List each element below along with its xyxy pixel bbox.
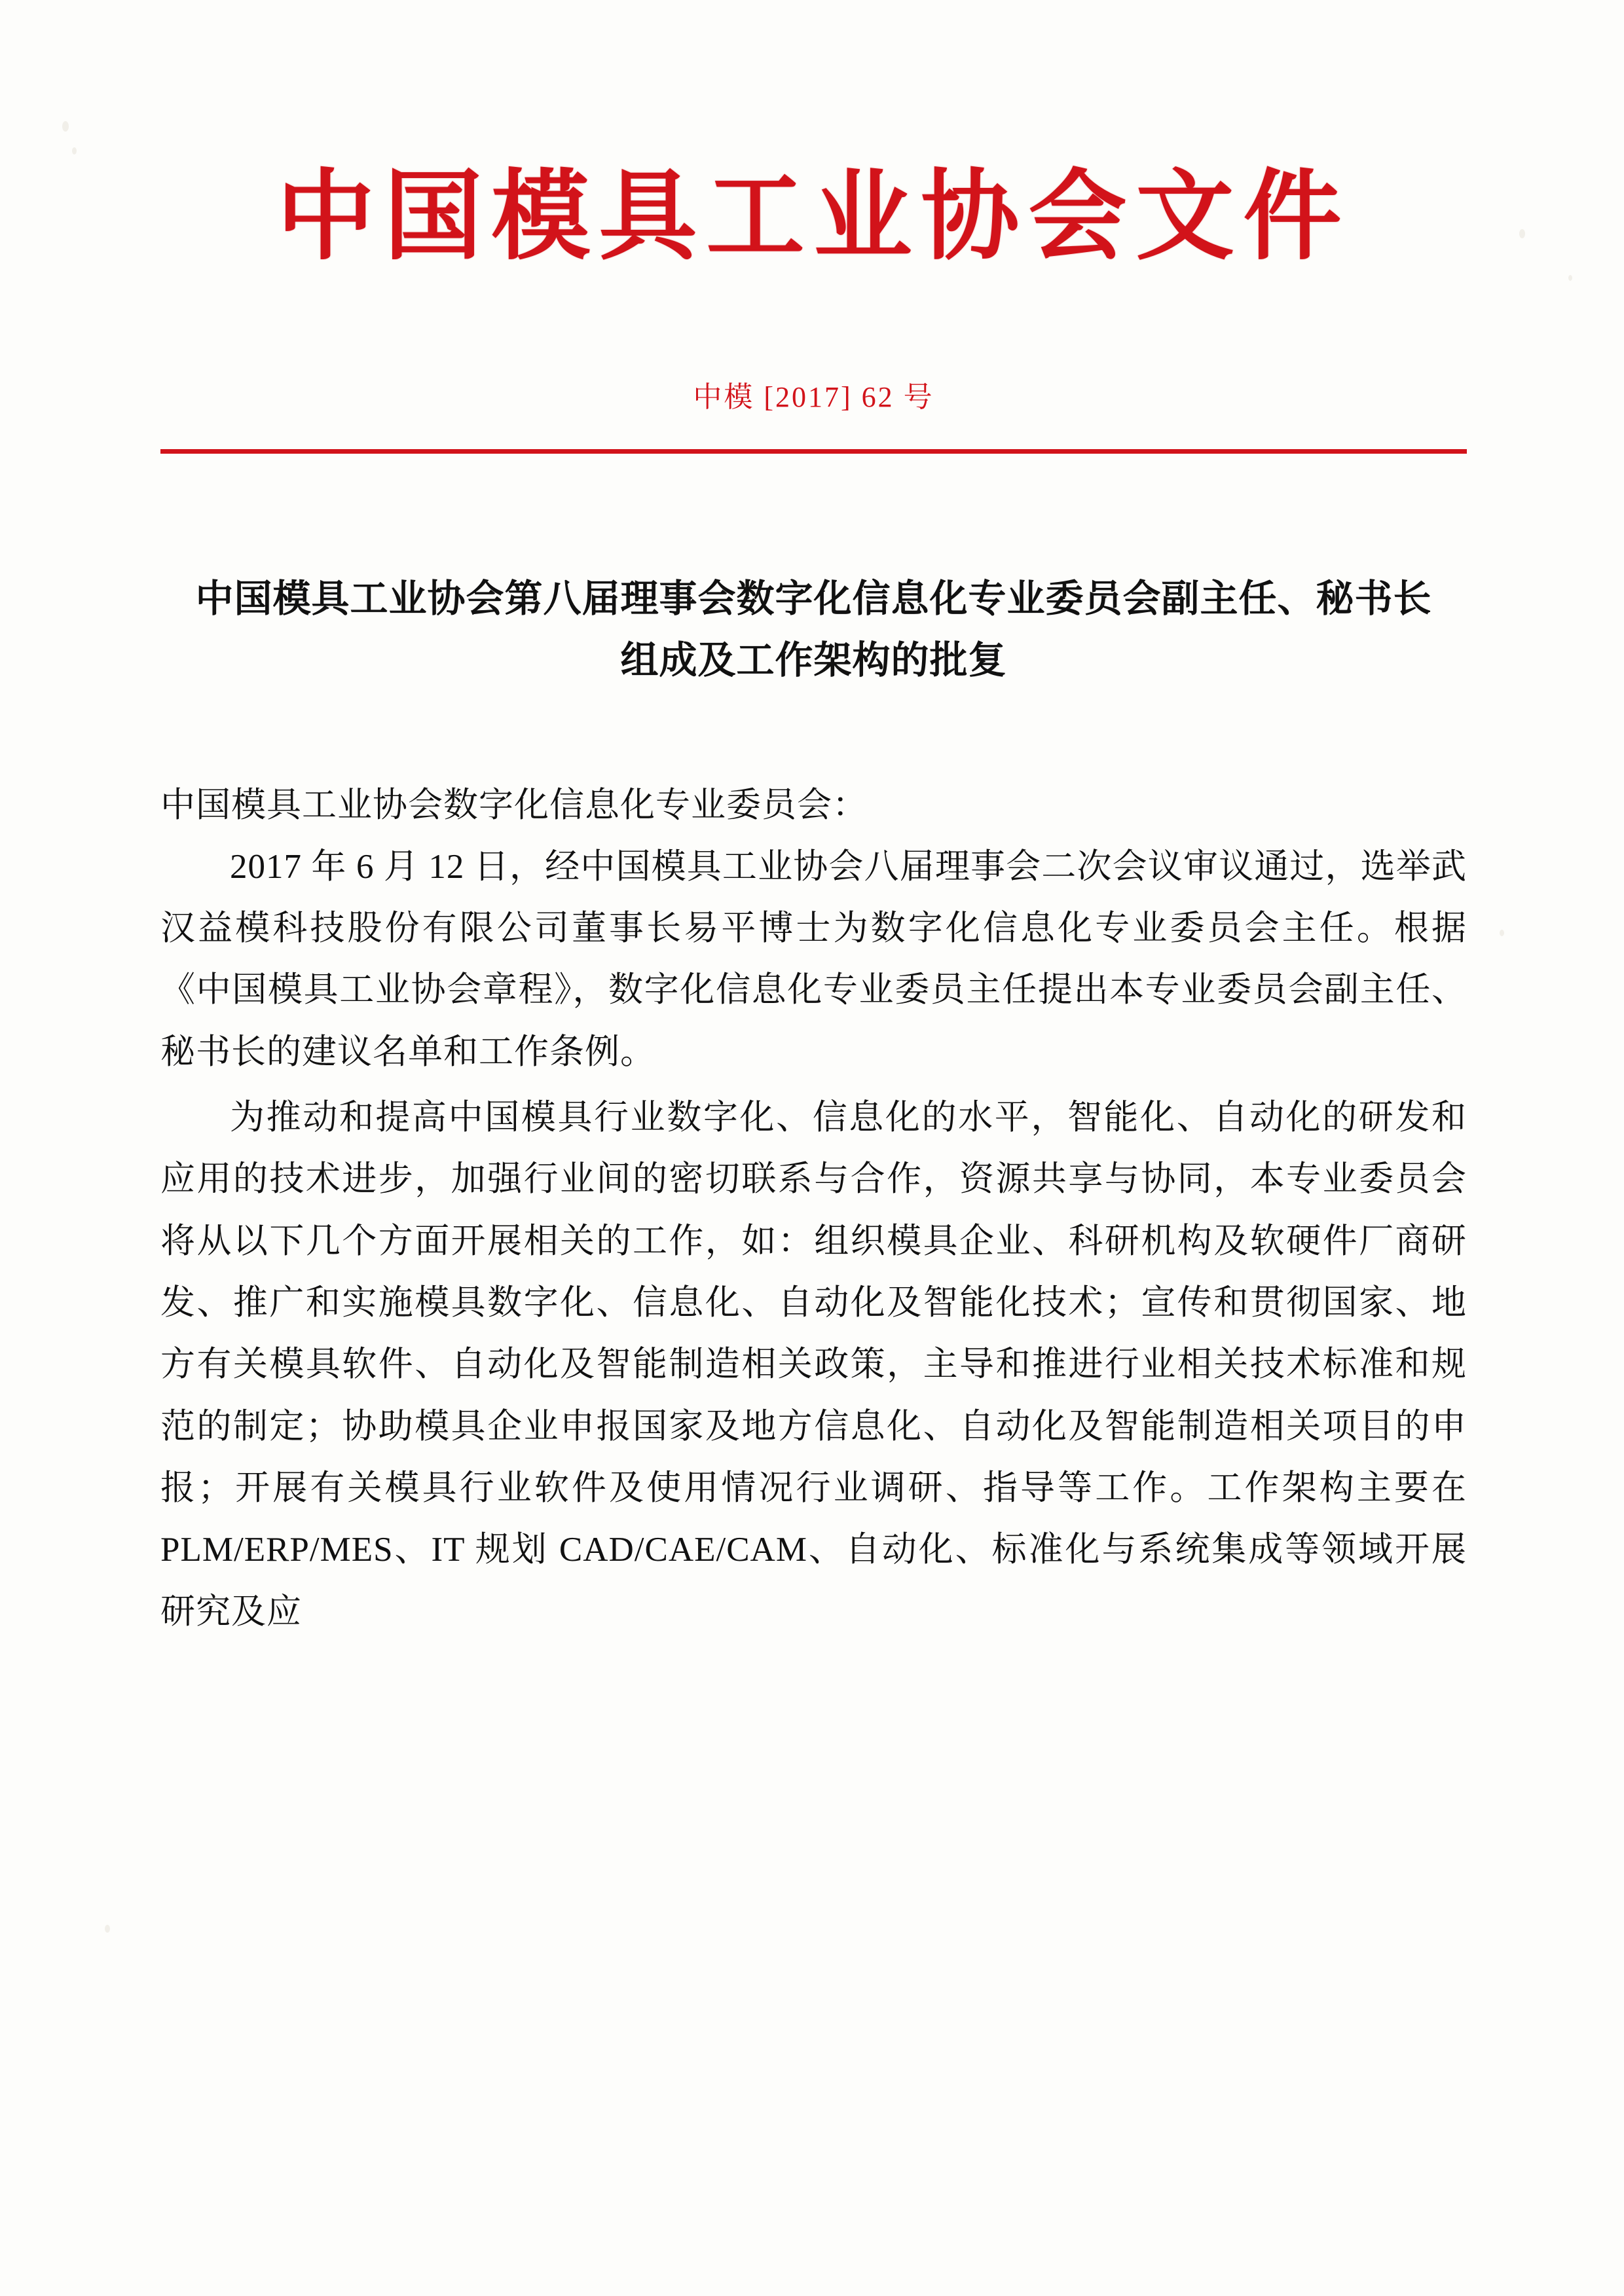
body-paragraph-1: 2017 年 6 月 12 日，经中国模具工业协会八届理事会二次会议审议通过，选举武汉益模科技股份有限公司董事长易平博士为数字化信息化专业委员会主任。根据《中国模具工业协会章程》，数字化信息化专业委员主任提出本专业委员会副主任、秘书长的建议名单和工作条例。	[160, 847, 1467, 1071]
document-number: 中模 [2017] 62 号	[693, 381, 934, 413]
paper-speck	[1568, 275, 1572, 281]
paper-speck	[105, 1925, 110, 1933]
paper-speck	[1500, 930, 1504, 936]
document-subject-title: 中国模具工业协会第八届理事会数字化信息化专业委员会副主任、秘书长组成及工作架构的批复	[195, 577, 1432, 682]
paper-speck	[62, 121, 69, 132]
header-divider-rule	[160, 449, 1467, 454]
body-paragraph-2: 为推动和提高中国模具行业数字化、信息化的水平，智能化、自动化的研发和应用的技术进步，加强行业间的密切联系与合作，资源共享与协同，本专业委员会将从以下几个方面开展相关的工作，如：组织模具企业、科研机构及软硬件厂商研发、推广和实施模具数字化、信息化、自动化及智能化技术；宣传和贯彻国家、地方有关模具软件、自动化及智能制造相关政策，主导和推进行业相关技术标准和规范的制定；协助模具企业申报国家及地方信息化、自动化及智能制造相关项目的申报；开展有关模具行业软件及使用情况行业调研、指导等工作。工作架构主要在 PLM/ERP/MES、IT 规划 CAD/CAE/CAM、自动化、标准化与系统集成等领域开展研究及应	[160, 1098, 1467, 1631]
document-addressee: 中国模具工业协会数字化信息化专业委员会：	[160, 786, 868, 824]
paper-speck	[72, 147, 77, 155]
paper-speck	[1519, 229, 1525, 238]
document-header-title: 中国模具工业协会文件	[276, 163, 1351, 272]
document-body	[160, 0, 1467, 2296]
